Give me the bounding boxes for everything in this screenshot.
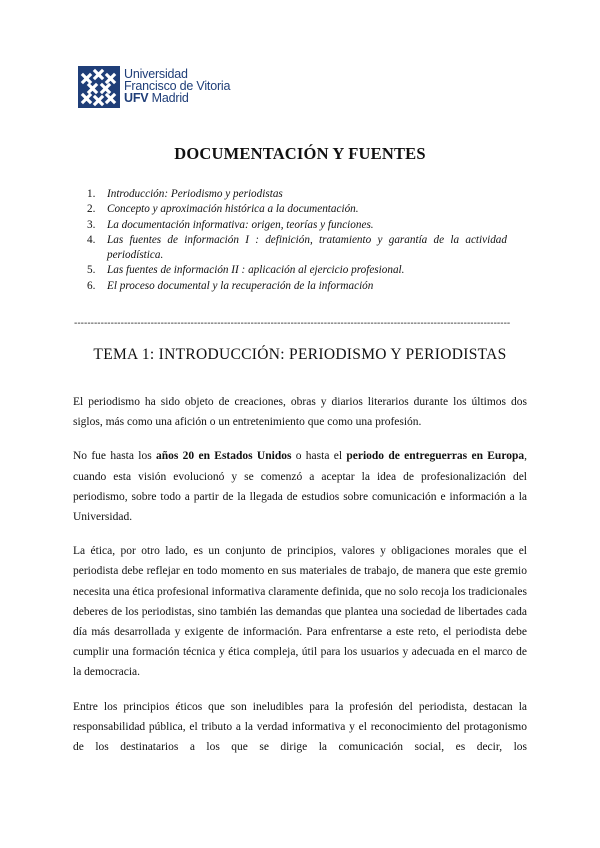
p2-bold-period: periodo de entreguerras en Europa bbox=[346, 450, 525, 463]
logo-wordmark bbox=[124, 68, 230, 104]
p2-text-a: No fue hasta los bbox=[73, 450, 156, 463]
university-logo bbox=[78, 66, 268, 110]
document-body bbox=[73, 392, 527, 771]
p2-text-e: , cuando esta visión evolucionó y se comenzó a aceptar la idea de profesionalización del periodismo, sobre todo a partir de la llegada de estudios sobre comunicación e información a la Universidad. bbox=[73, 450, 527, 524]
toc-item bbox=[87, 187, 507, 202]
document-title: DOCUMENTACIÓN Y FUENTES bbox=[174, 144, 426, 163]
body-paragraph-3: La ética, por otro lado, es un conjunto de principios, valores y obligaciones morales que el periodista debe reflejar en todo momento en sus materiales de trabajo, de manera que este gremio necesita una ética profesional informativa claramente definida, que no solo recoja los tradicionales deberes de los periodistas, sino también las demandas que plantea una sociedad de libertades cada día más desarrollada y exigente de información. Para enfrentarse a este reto, el periodista debe cumplir una formación técnica y ética compleja, útil para los usuarios y adecuada en el marco de la democracia. bbox=[73, 545, 527, 679]
body-paragraph-2 bbox=[73, 446, 527, 527]
toc-number: 2. bbox=[87, 203, 96, 216]
body-paragraph-4: Entre los principios éticos que son ineludibles para la profesión del periodista, destacan la responsabilidad pública, el tributo a la verdad informativa y el reconocimiento del protagonismo de los destinatarios a los que se dirige la comunicación social, es decir, los bbox=[73, 700, 527, 754]
toc-number: 3. bbox=[87, 218, 96, 231]
toc-text: Las fuentes de información II : aplicación al ejercicio profesional. bbox=[107, 264, 405, 277]
section-heading: TEMA 1: INTRODUCCIÓN: PERIODISMO Y PERIODISTAS bbox=[93, 346, 507, 363]
toc-item bbox=[87, 263, 507, 278]
body-paragraph-1: El periodismo ha sido objeto de creaciones, obras y diarios literarios durante los últimos dos siglos, más como una afición o un entretenimiento que como una profesión. bbox=[73, 396, 527, 429]
toc-item bbox=[87, 279, 507, 294]
table-of-contents bbox=[87, 187, 507, 294]
toc-number: 5. bbox=[87, 264, 96, 277]
p2-text-c: o hasta el bbox=[291, 450, 347, 463]
toc-item bbox=[87, 233, 507, 264]
toc-item bbox=[87, 218, 507, 233]
toc-item bbox=[87, 202, 507, 217]
toc-text: Las fuentes de información I : definición, tratamiento y garantía de la actividad periodística. bbox=[107, 233, 507, 262]
logo-madrid: Madrid bbox=[148, 91, 189, 105]
logo-line-universidad: Universidad bbox=[124, 67, 188, 81]
toc-text: El proceso documental y la recuperación de la información bbox=[107, 279, 374, 292]
logo-ufv: UFV bbox=[124, 91, 149, 105]
logo-line-ufv-madrid bbox=[124, 92, 230, 104]
p2-bold-years: años 20 en Estados Unidos bbox=[156, 450, 292, 463]
ufv-logo-icon bbox=[78, 66, 120, 108]
toc-number: 6. bbox=[87, 279, 96, 292]
toc-text: La documentación informativa: origen, teorías y funciones. bbox=[107, 218, 374, 231]
section-divider: ----------------------------------------------------------------------------------------------------------------------------------- bbox=[74, 318, 511, 329]
toc-text: Concepto y aproximación histórica a la documentación. bbox=[107, 203, 359, 216]
logo-line-francisco-de-vitoria: Francisco de Vitoria bbox=[124, 79, 231, 93]
toc-text: Introducción: Periodismo y periodistas bbox=[107, 188, 283, 200]
toc-number: 4. bbox=[87, 233, 96, 246]
toc-number: 1. bbox=[87, 188, 96, 200]
